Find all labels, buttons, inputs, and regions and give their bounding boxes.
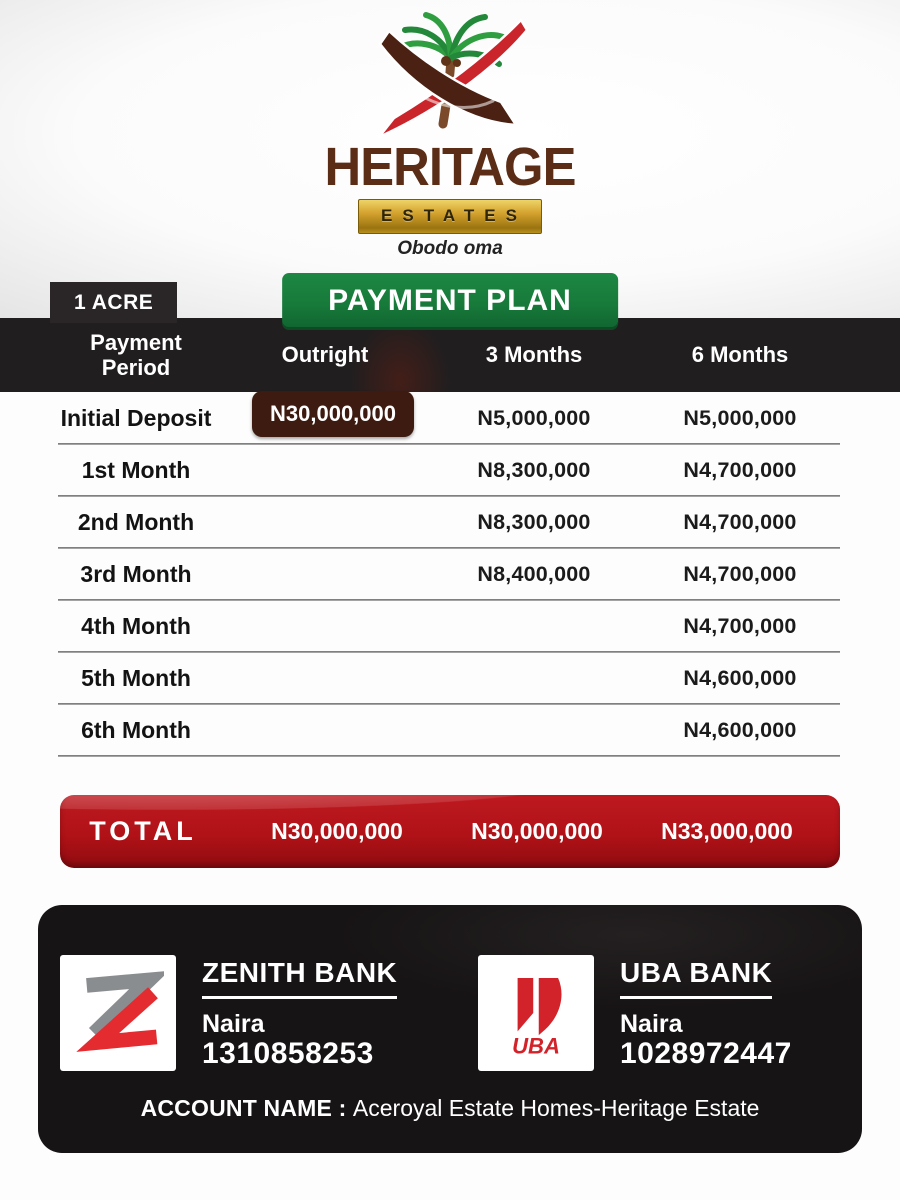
table-row xyxy=(0,600,900,652)
zenith-account-number: 1310858253 xyxy=(202,1037,374,1071)
row-label: 1st Month xyxy=(81,456,191,483)
total-bar xyxy=(60,795,840,868)
account-name-value: Aceroyal Estate Homes-Heritage Estate xyxy=(352,1095,760,1121)
heritage-logo xyxy=(0,6,900,260)
table-header xyxy=(0,284,900,392)
payment-plan-banner: PAYMENT PLAN xyxy=(282,273,618,330)
bank-details-card xyxy=(38,905,862,1153)
total-6months: N33,000,000 xyxy=(661,818,793,844)
logo-tagline: Obodo oma xyxy=(397,238,503,259)
total-3months: N30,000,000 xyxy=(471,818,603,844)
table-row xyxy=(0,548,900,600)
uba-bank-name: UBA BANK xyxy=(620,957,772,999)
hero-section xyxy=(0,0,900,318)
logo-title: HERITAGE xyxy=(324,137,576,197)
row-value-3m: N8,300,000 xyxy=(477,509,591,534)
account-name-line xyxy=(60,1095,840,1122)
uba-logo-box xyxy=(478,955,594,1071)
table-row xyxy=(0,652,900,704)
uba-logo-icon xyxy=(490,967,582,1059)
row-value-6m: N4,600,000 xyxy=(683,665,797,690)
row-value-3m: N8,400,000 xyxy=(477,561,591,586)
col-header-outright: Outright xyxy=(281,342,369,367)
table-row xyxy=(0,496,900,548)
col-header-3months: 3 Months xyxy=(485,342,583,367)
logo-estates-banner: ESTATES xyxy=(358,199,542,234)
zenith-logo-box xyxy=(60,955,176,1071)
deposit-badge: N30,000,000 xyxy=(252,391,414,437)
row-label: 6th Month xyxy=(81,716,191,743)
zenith-z-logo-icon xyxy=(72,967,164,1059)
row-label: Initial Deposit xyxy=(60,404,212,431)
row-label: 4th Month xyxy=(81,612,191,639)
row-value-6m: N4,700,000 xyxy=(683,457,797,482)
row-value-6m: N4,700,000 xyxy=(683,561,797,586)
total-label: TOTAL xyxy=(89,816,197,846)
account-name-label: ACCOUNT NAME : xyxy=(140,1095,347,1121)
svg-text:UBA: UBA xyxy=(512,1033,560,1059)
zenith-bank-name: ZENITH BANK xyxy=(202,957,397,999)
table-row xyxy=(0,392,900,444)
payment-table xyxy=(0,392,900,756)
acre-badge: 1 ACRE xyxy=(50,282,177,323)
row-value-3m: N5,000,000 xyxy=(477,405,591,430)
row-value-6m: N4,600,000 xyxy=(683,717,797,742)
zenith-bank-block xyxy=(60,955,478,1071)
row-value-3m: N8,300,000 xyxy=(477,457,591,482)
row-label: 5th Month xyxy=(81,664,191,691)
uba-bank-block xyxy=(478,955,840,1071)
row-value-6m: N4,700,000 xyxy=(683,613,797,638)
table-row xyxy=(0,444,900,496)
row-label: 3rd Month xyxy=(80,560,192,587)
total-outright: N30,000,000 xyxy=(271,818,403,844)
row-label: 2nd Month xyxy=(77,508,195,535)
crossed-horns-palm-icon xyxy=(300,6,600,144)
col-header-period: Payment Period xyxy=(90,329,182,380)
col-header-6months: 6 Months xyxy=(691,342,789,367)
row-value-6m: N4,700,000 xyxy=(683,509,797,534)
table-row xyxy=(0,704,900,756)
row-value-6m: N5,000,000 xyxy=(683,405,797,430)
uba-account-number: 1028972447 xyxy=(620,1037,792,1071)
uba-currency: Naira xyxy=(620,1010,683,1038)
zenith-currency: Naira xyxy=(202,1010,265,1038)
